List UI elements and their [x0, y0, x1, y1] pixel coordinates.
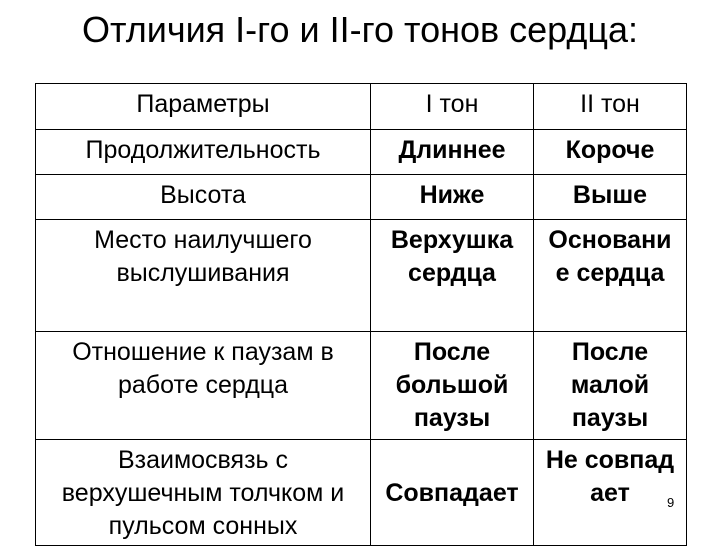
slide-number: 9: [667, 495, 675, 510]
slide-title: Отличия I-го и II-го тонов сердца:: [82, 9, 638, 50]
row-second-tone-cell: Основание сердца: [534, 220, 687, 332]
row-parameter-cell: Место наилучшего выслушивания: [36, 220, 371, 332]
row-first-tone-cell: После большой паузы: [371, 332, 534, 440]
row-parameter-cell: Отношение к паузам в работе сердца: [36, 332, 371, 440]
table-row: [36, 175, 687, 220]
comparison-table: [35, 83, 687, 546]
header-cell-first-tone: I тон: [371, 84, 534, 130]
header-cell-second-tone: II тон: [534, 84, 687, 130]
table-row: [36, 440, 687, 546]
row-second-tone-cell: Не совпадает: [534, 440, 687, 546]
table-row: [36, 220, 687, 332]
row-first-tone-cell: Верхушка сердца: [371, 220, 534, 332]
row-parameter-cell: Высота: [36, 175, 371, 220]
row-second-tone-cell: Короче: [534, 130, 687, 175]
header-cell-parameters: Параметры: [36, 84, 371, 130]
row-parameter-cell: Взаимосвязь с верхушечным толчком и пульсом сонных: [36, 440, 371, 546]
table-row: [36, 130, 687, 175]
row-parameter-cell: Продолжительность: [36, 130, 371, 175]
row-second-tone-cell: После малой паузы: [534, 332, 687, 440]
row-first-tone-cell: Длиннее: [371, 130, 534, 175]
row-first-tone-cell: Ниже: [371, 175, 534, 220]
row-second-tone-cell: Выше: [534, 175, 687, 220]
row-first-tone-cell: Совпадает: [371, 440, 534, 546]
table-row: [36, 332, 687, 440]
table-header-row: [36, 84, 687, 130]
